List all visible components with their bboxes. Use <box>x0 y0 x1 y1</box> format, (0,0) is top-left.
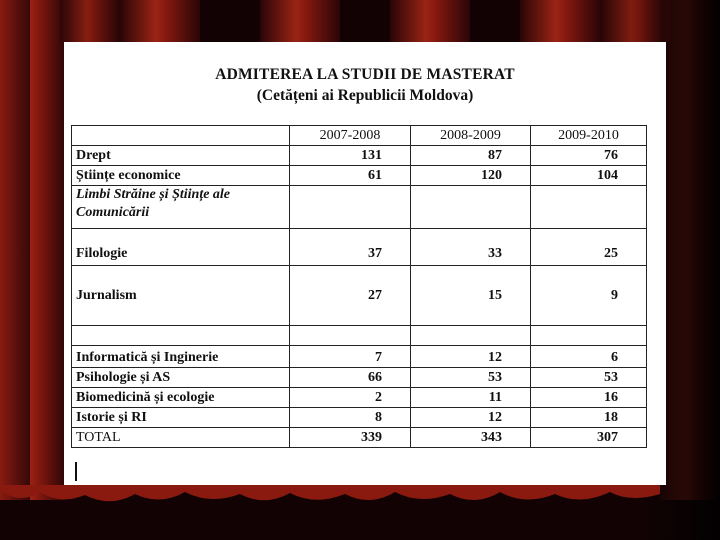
table-row <box>72 388 647 408</box>
table-row <box>72 146 647 166</box>
document-page <box>64 42 666 485</box>
cell-value: 8 <box>290 408 411 428</box>
table-row <box>72 368 647 388</box>
cell-value: 25 <box>531 229 647 266</box>
cell-value: 11 <box>411 388 531 408</box>
cell-value: 12 <box>411 346 531 368</box>
row-label <box>72 326 290 346</box>
row-label: TOTAL <box>72 428 290 448</box>
cell-value <box>290 186 411 229</box>
cell-value: 53 <box>411 368 531 388</box>
cell-value: 76 <box>531 146 647 166</box>
table-total-row <box>72 428 647 448</box>
admissions-table <box>71 125 647 448</box>
header-cell-2009-2010: 2009-2010 <box>531 126 647 146</box>
header-cell-2008-2009: 2008-2009 <box>411 126 531 146</box>
row-label: Psihologie și AS <box>72 368 290 388</box>
cell-value <box>411 326 531 346</box>
document-title: ADMITEREA LA STUDII DE MASTERAT <box>215 66 515 83</box>
table-row <box>72 166 647 186</box>
cell-value: 33 <box>411 229 531 266</box>
cell-value: 307 <box>531 428 647 448</box>
table-row <box>72 346 647 368</box>
table-row <box>72 229 647 266</box>
row-label: Informatică și Inginerie <box>72 346 290 368</box>
cell-value: 27 <box>290 266 411 326</box>
cell-value: 16 <box>531 388 647 408</box>
cell-value <box>531 326 647 346</box>
table-header-row <box>72 126 647 146</box>
row-label: Biomedicină și ecologie <box>72 388 290 408</box>
cell-value: 131 <box>290 146 411 166</box>
cell-value: 66 <box>290 368 411 388</box>
cell-value: 18 <box>531 408 647 428</box>
row-label: Științe economice <box>72 166 290 186</box>
cell-value: 15 <box>411 266 531 326</box>
cell-value <box>411 186 531 229</box>
cell-value: 9 <box>531 266 647 326</box>
cell-value: 37 <box>290 229 411 266</box>
cell-value <box>531 186 647 229</box>
cell-value: 7 <box>290 346 411 368</box>
cell-value: 53 <box>531 368 647 388</box>
cell-value: 12 <box>411 408 531 428</box>
header-cell-2007-2008: 2007-2008 <box>290 126 411 146</box>
text-cursor <box>75 462 77 481</box>
table-row <box>72 408 647 428</box>
row-label: Drept <box>72 146 290 166</box>
cell-value: 104 <box>531 166 647 186</box>
row-label: Limbi Străine și Științe ale Comunicării <box>72 186 290 229</box>
table-row <box>72 266 647 326</box>
table-row-empty <box>72 326 647 346</box>
row-label: Jurnalism <box>72 266 290 326</box>
document-subtitle: (Cetățeni ai Republicii Moldova) <box>256 87 474 104</box>
header-cell-empty <box>72 126 290 146</box>
cell-value: 87 <box>411 146 531 166</box>
cell-value: 6 <box>531 346 647 368</box>
cell-value: 61 <box>290 166 411 186</box>
cell-value: 120 <box>411 166 531 186</box>
cell-value: 2 <box>290 388 411 408</box>
row-label: Istorie și RI <box>72 408 290 428</box>
cell-value: 339 <box>290 428 411 448</box>
row-label: Filologie <box>72 229 290 266</box>
cell-value: 343 <box>411 428 531 448</box>
table-row-group-heading <box>72 186 647 229</box>
cell-value <box>290 326 411 346</box>
